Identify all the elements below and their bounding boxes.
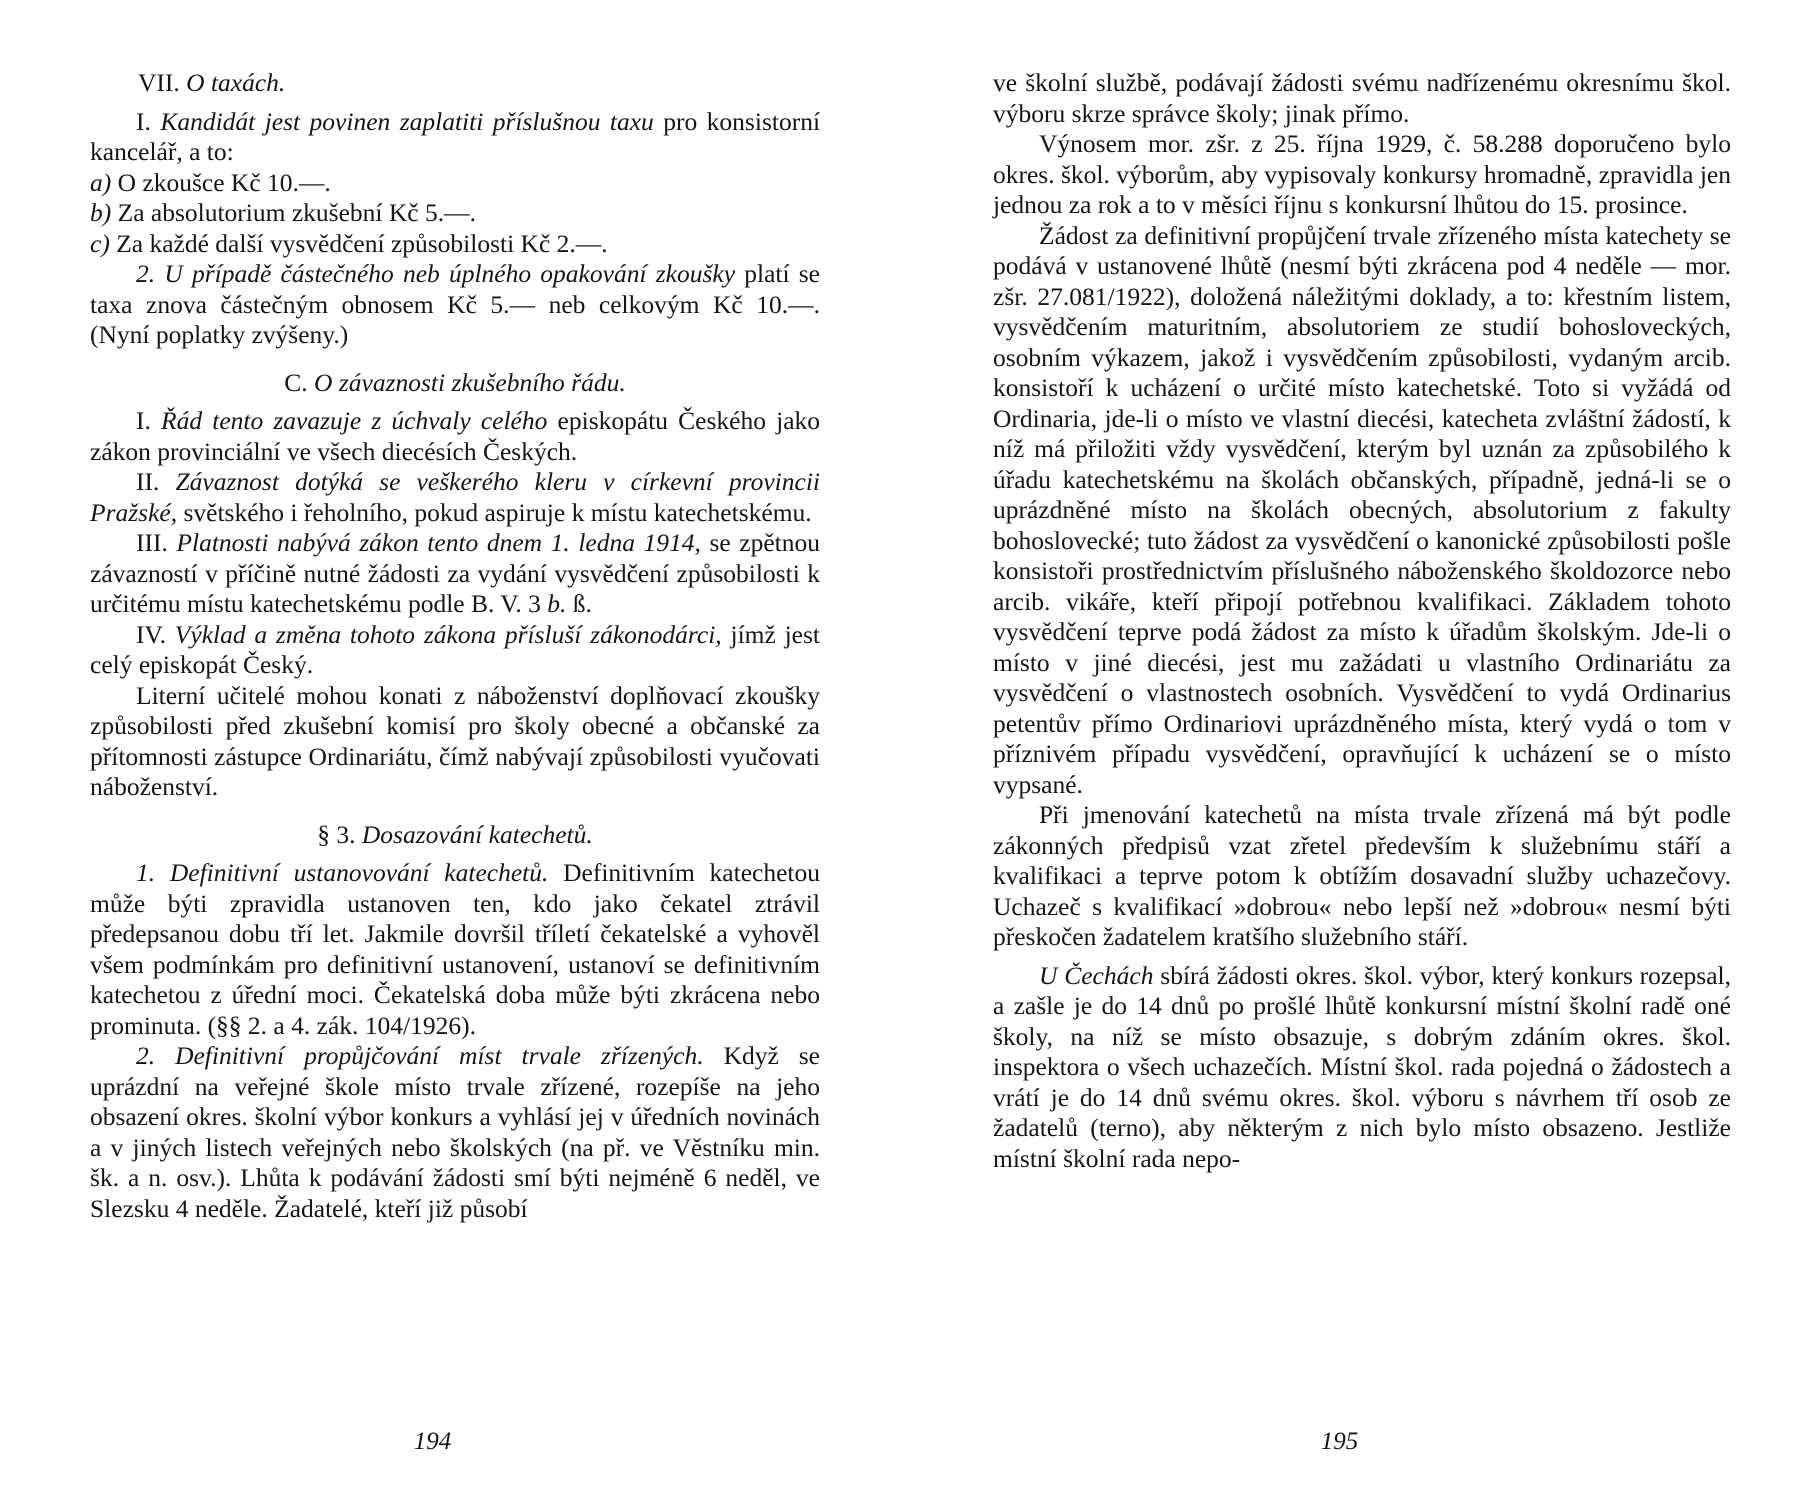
paragraph-number: II. [136,467,160,496]
italic-phrase: U případě částečného neb úplného opakování zkoušky [164,259,736,288]
paragraph-text: se zpětnou závazností v příčině nutné žádosti za vydání vysvědčení způsobilosti k určitému místu katechetskému podle B. V. 3 [90,528,821,618]
section-title: Dosazování katechetů. [361,819,593,849]
italic-phrase: U Čechách [1039,960,1154,990]
italic-phrase: 1. Definitivní ustanovování katechetů. [136,858,549,887]
paragraph-c-ii [90,467,820,528]
paragraph-continued: ve školní službě, podávají žádosti svému nadřízenému okresnímu škol. výboru skrze správce školy; jinak přímo. [993,68,1731,128]
fee-item-b [90,198,820,229]
item-text: Za každé další vysvědčení způsobilosti Kč 2.—. [116,228,608,258]
paragraph-repeat-exam [90,259,820,351]
paragraph-text: Definitivním katechetou může býti zpravidla ustanoven ten, kdo jako čekatel ztrávil předepsanou dobu tří let. Jakmile dovršil tříletí čekatelské a vyhověl všem podmínkám pro definitivní ustanovení, ustanoví se definitivním katechetou z úřední moci. Čekatelská doba může býti zkrácena nebo prominuta. (§§ 2. a 4. zák. 104/1926). [90,858,821,1040]
paragraph-application: Žádost za definitivní propůjčení trvale zřízeného místa katechety se podává v ustanovené lhůtě (nesmí býti zkrácena pod 4 neděle — mor. zšr. 27.081/1922), doložená náležitými doklady, a to: křestním listem, vysvědčením maturitním, absolutoriem ze studií bohosloveckých, osobním výkazem, jakož i vysvědčením způsobilosti, vydaným arcib. konsistoří k ucházení o určité místo katechetské. Toto si vyžádá od Ordinaria, jde-li o místo ve vlastní diecési, katecheta zvláštní žádostí, k níž má přiložiti vždy vysvědčení, kterým byl uznán za způsobilého k úřadu katechetskému na školách občanských, případně, jedná-li se o uprázdněné místo na školách obecných, absolutorium z fakulty bohoslovecké; tuto žádost za vysvědčení o kanonické způsobilosti pošle konsistoři prostřednictvím příslušného náboženského školdozorce nebo arcib. vikáře, kteří připojí potřebnou kvalifikaci. Základem tohoto vysvědčení teprve podá žádost za místo k úřadům školským. Jde-li o místo v jiné diecési, jest mu zažádati u vlastního Ordinariátu za vysvědčení o vlastnostech osobních. Vysvědčení to vydá Ordinarius petentův přímo Ordinariovi uprázdněného místa, který vydá o tom v příznivém případu vysvědčení, opravňující k ucházení se o místo vypsané. [993,220,1731,799]
italic-phrase: Závaznost dotýká se veškerého kleru v církevní provincii Pražské, [90,467,820,527]
heading-vii-number: VII. [138,68,180,97]
italic-phrase: 2. Definitivní propůjčování míst trvale zřízených. [136,1041,704,1070]
item-label: b) [90,198,112,227]
paragraph-lay-teachers: Literní učitelé mohou konati z náboženství doplňovací zkoušky způsobilosti před zkušební komisí pro školy obecné a občanské za přítomnosti zástupce Ordinariátu, čímž nabývají způsobilosti vyučovati náboženství. [90,680,820,801]
paragraph-appointment: Při jmenování katechetů na místa trvale zřízená má být podle zákonných předpisů vzat zřetel především k služebnímu stáří a kvalifikaci a teprve potom k obtížím dosavadní služby uchazečovy. Uchazeč s kvalifikací »dobrou« nebo lepší než »dobrou« nesmí býti přeskočen žadatelem kratšího služebního stáří. [993,800,1731,951]
fee-item-a [90,168,820,199]
heading-c-title: O závaznosti zkušebního řádu. [314,367,626,397]
paragraph-decree: Výnosem mor. zšr. z 25. října 1929, č. 58.288 doporučeno bylo okres. škol. výborům, aby vypisovaly konkursy hromadně, zpravidla jen jednou za rok a to v měsíci říjnu s konkursní lhůtou do 15. prosince. [993,129,1731,219]
paragraph-text-end: ß. [572,589,592,618]
heading-c [90,368,820,399]
heading-vii [90,68,820,99]
paragraph-c-iii [90,528,820,620]
right-page [905,0,1810,1500]
paragraph-number: I. [136,106,151,136]
italic-letter: b. [547,589,567,618]
heading-c-number: C. [284,367,308,397]
paragraph-text: episkopátu Českého jako zákon provinciální ve všech diecésích Českých. [90,406,821,466]
page-number-left: 194 [413,1428,452,1455]
fee-item-c [90,229,820,260]
paragraph-text: jímž jest celý episkopát Český. [90,619,821,679]
paragraph-number: 2. [136,259,156,288]
heading-vii-title: O taxách. [186,68,286,97]
paragraph-permanent-posts [90,1041,820,1224]
paragraph-text: sbírá žádosti okres. škol. výbor, který konkurs rozepsal, a zašle je do 14 dnů po prošlé lhůtě konkursní místní školní radě oné školy, na níž se místo obsazuje, s dobrým zdáním okres. škol. inspektora o všech uchazečích. Místní škol. rada pojedná o žádostech a vrátí je do 14 dnů svému okres. škol. výboru s návrhem tří osob ze žadatelů (terno), aby některým z nich bylo místo obsazeno. Jestliže místní školní rada nepo- [993,960,1732,1173]
paragraph-number: IV. [136,619,166,649]
left-text-column [90,68,820,1224]
paragraph-text: pro konsistorní kancelář, a to: [90,106,821,166]
italic-phrase: Kandidát jest povinen zaplatiti příslušnou taxu [160,106,654,136]
paragraph-bohemia [993,961,1731,1175]
paragraph-fees-intro [90,107,820,168]
right-text-column [993,68,1731,1174]
paragraph-number: III. [136,528,168,557]
paragraph-c-iv [90,620,820,681]
item-text: Za absolutorium zkušební Kč 5.—. [117,198,476,227]
paragraph-text: platí se taxa znova částečným obnosem Kč 5.— neb celkovým Kč 10.—. (Nyní poplatky zvýšeny.) [90,259,820,349]
paragraph-text: Když se uprázdní na veřejné škole místo trvale zřízené, rozepíše na jeho obsazení okres. školní výbor konkurs a vyhlásí jej v úředních novinách a v jiných listech veřejných nebo školských (na př. ve Věstníku min. šk. a n. osv.). Lhůta k podávání žádosti smí býti nejméně 6 neděl, ve Slezsku 4 neděle. Žadatelé, kteří již působí [90,1041,820,1223]
italic-phrase: Platnosti nabývá zákon tento dnem 1. ledna 1914, [176,528,701,557]
heading-section-3 [90,820,820,851]
item-label: a) [90,167,112,197]
italic-phrase: Řád tento zavazuje z úchvaly celého [161,406,548,435]
italic-phrase: Výklad a změna tohoto zákona přísluší zákonodárci, [174,619,722,649]
paragraph-c-i [90,406,820,467]
item-label: c) [90,228,110,258]
page-number-right: 195 [1320,1428,1359,1455]
paragraph-number: I. [136,406,151,435]
section-number: § 3. [317,819,356,849]
item-text: O zkoušce Kč 10.—. [117,167,331,197]
paragraph-definitive-appointment [90,858,820,1041]
paragraph-text: světského i řeholního, pokud aspiruje k místu katechetskému. [183,497,812,527]
